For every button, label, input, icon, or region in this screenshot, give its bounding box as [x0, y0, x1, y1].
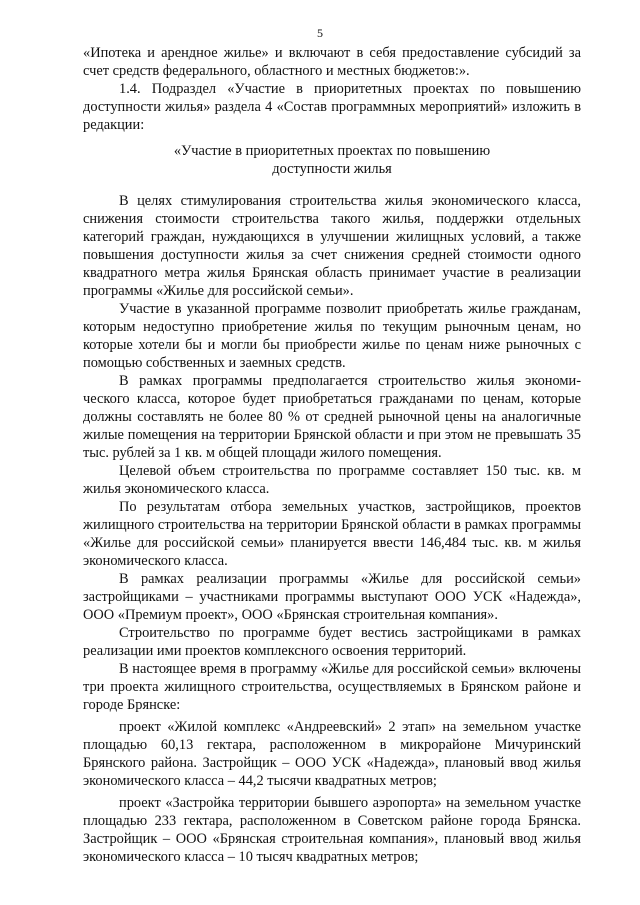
page-number: 5: [317, 26, 323, 40]
paragraph-selection-results: По результатам отбора земельных участков, застройщиков, проектов жилищного строительства на территории Брянской области в рамках программы «Жилье для российской семьи» планируется ввести 146,484 тыс. кв. м жилья экономического класса.: [83, 499, 581, 569]
paragraph-section-1-4: 1.4. Подраздел «Участие в приоритетных проектах по повышению доступности жилья» раздела 4 «Состав программных мероприятий» изложить в редакции:: [83, 81, 581, 133]
paragraph-ipoteka: «Ипотека и арендное жилье» и включают в себя предоставление субсидий за счет средств федерального, областного и местных бюджетов:».: [83, 45, 581, 79]
paragraph-construction: В рамках программы предполагается строительство жилья экономического класса, которое будет приобретаться гражданами по ценам, которые должны составлять не более 80 % от средней рыночной цены на аналогичные жилые помещения на территории Брянской области и при этом не превышать 35 тыс. рублей за 1 кв. м общей площади жилого помещения.: [83, 373, 581, 461]
paragraph-participation: Участие в указанной программе позволит приобретать жилье гражданам, которым недоступно приобретение жилья по текущим рыночным ценам, но которые хотели бы и могли бы приобрести жилье по ценам ниже рыночных с помощью собственных и заемных средств.: [83, 301, 581, 371]
paragraph-developers: В рамках реализации программы «Жилье для российской семьи» застройщиками – участниками программы выступают ООО УСК «Надежда», ООО «Премиум проект», ООО «Брянская строительная компания».: [83, 571, 581, 623]
paragraph-complex-development: Строительство по программе будет вестись застройщиками в рамках реализации ими проектов комплексного освоения территорий.: [83, 625, 581, 659]
document-body: [83, 44, 581, 866]
paragraph-goals: В целях стимулирования строительства жилья экономического класса, снижения стоимости строительства такого жилья, поддержки отдельных категорий граждан, нуждающихся в улучшении жилищных условий, а также повышения доступности жилья за счет снижения средней стоимости одного квадратного метра жилья Брянская область принимает участие в реализации программы «Жилье для российской семьи».: [83, 193, 581, 299]
paragraph-project-airport: проект «Застройка территории бывшего аэропорта» на земельном участке площадью 233 гектара, расположенном в Советском районе города Брянска. Застройщик – ООО «Брянская строительная компания», плановый ввод жилья экономического класса – 10 тысяч квадратных метров;: [83, 795, 581, 865]
paragraph-project-andreevsky: проект «Жилой комплекс «Андреевский» 2 этап» на земельном участке площадью 60,13 гектара, расположенном в микрорайоне Мичуринский Брянского района. Застройщик – ООО УСК «Надежда», плановый ввод жилья экономического класса – 44,2 тысячи квадратных метров;: [83, 719, 581, 789]
paragraph-target-volume: Целевой объем строительства по программе составляет 150 тыс. кв. м жилья экономического класса.: [83, 463, 581, 497]
section-heading: «Участие в приоритетных проектах по повышению доступности жилья: [173, 143, 491, 177]
paragraph-current-projects: В настоящее время в программу «Жилье для российской семьи» включены три проекта жилищного строительства, осуществляемых в Брянском районе и городе Брянске:: [83, 661, 581, 713]
